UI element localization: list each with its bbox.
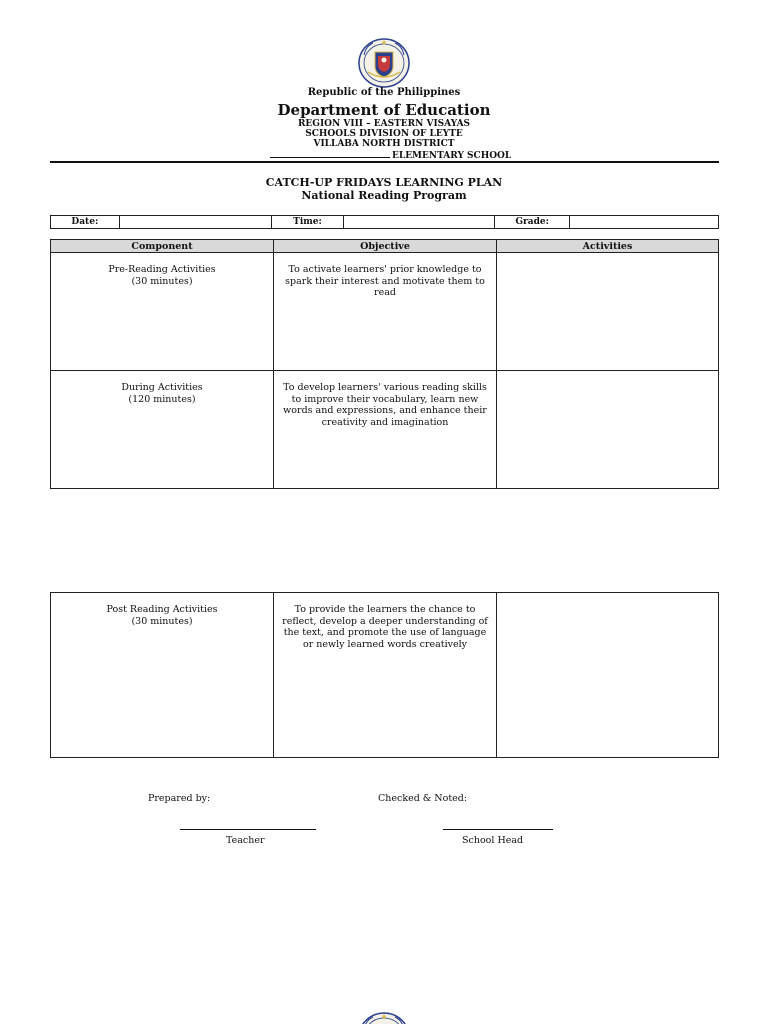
header-divider [50, 161, 719, 163]
region-line: REGION VIII – EASTERN VISAYAS [297, 119, 471, 129]
teacher-role: Teacher [226, 835, 265, 846]
time-field[interactable] [344, 216, 495, 229]
deped-seal-icon [358, 38, 410, 88]
component-duration: (30 minutes) [131, 275, 193, 287]
grade-label: Grade: [495, 216, 570, 229]
component-name: Pre-Reading Activities [108, 264, 216, 275]
time-label: Time: [271, 216, 344, 229]
info-row-table [50, 215, 719, 229]
objective-cell [274, 253, 497, 371]
header-component: Component [51, 240, 274, 253]
table-row [51, 593, 719, 758]
objective-text: To activate learners' prior knowledge to spark their interest and motivate them to read [285, 264, 485, 298]
date-label: Date: [51, 216, 120, 229]
component-name: During Activities [121, 382, 203, 393]
school-head-role: School Head [462, 835, 524, 846]
component-cell [51, 253, 274, 371]
checked-noted-label: Checked & Noted: [378, 793, 468, 804]
plan-title: CATCH-UP FRIDAYS LEARNING PLAN [265, 176, 503, 189]
school-suffix: ELEMENTARY SCHOOL [392, 151, 512, 161]
plan-subtitle: National Reading Program [301, 189, 467, 202]
plan-table [50, 239, 719, 489]
republic-line: Republic of the Philippines [307, 87, 461, 98]
teacher-signature-line[interactable] [180, 829, 316, 830]
division-line: SCHOOLS DIVISION OF LEYTE [305, 129, 463, 139]
activities-cell[interactable] [497, 593, 719, 758]
grade-field[interactable] [569, 216, 718, 229]
table-row [51, 371, 719, 489]
objective-cell [274, 371, 497, 489]
deped-seal-icon [358, 1012, 410, 1024]
school-name-blank[interactable] [270, 149, 390, 158]
date-field[interactable] [119, 216, 271, 229]
component-cell [51, 371, 274, 489]
header-objective: Objective [274, 240, 497, 253]
component-cell [51, 593, 274, 758]
prepared-by-label: Prepared by: [148, 793, 211, 804]
header-activities: Activities [497, 240, 719, 253]
table-row [51, 253, 719, 371]
objective-text: To develop learners' various reading skills to improve their vocabulary, learn new words and expressions, and enhance their creativity and imagination [283, 382, 487, 428]
component-name: Post Reading Activities [106, 604, 218, 615]
department-title: Department of Education [277, 101, 491, 119]
component-duration: (120 minutes) [128, 393, 196, 405]
objective-cell [274, 593, 497, 758]
activities-cell[interactable] [497, 371, 719, 489]
activities-cell[interactable] [497, 253, 719, 371]
school-head-signature-line[interactable] [443, 829, 553, 830]
component-duration: (30 minutes) [131, 615, 193, 627]
plan-table-header [51, 240, 719, 253]
school-name-line [270, 149, 510, 161]
plan-table-continued [50, 592, 719, 758]
district-line: VILLABA NORTH DISTRICT [313, 139, 455, 149]
objective-text: To provide the learners the chance to reflect, develop a deeper understanding of the text, and promote the use of language or newly learned words creatively [282, 604, 488, 650]
